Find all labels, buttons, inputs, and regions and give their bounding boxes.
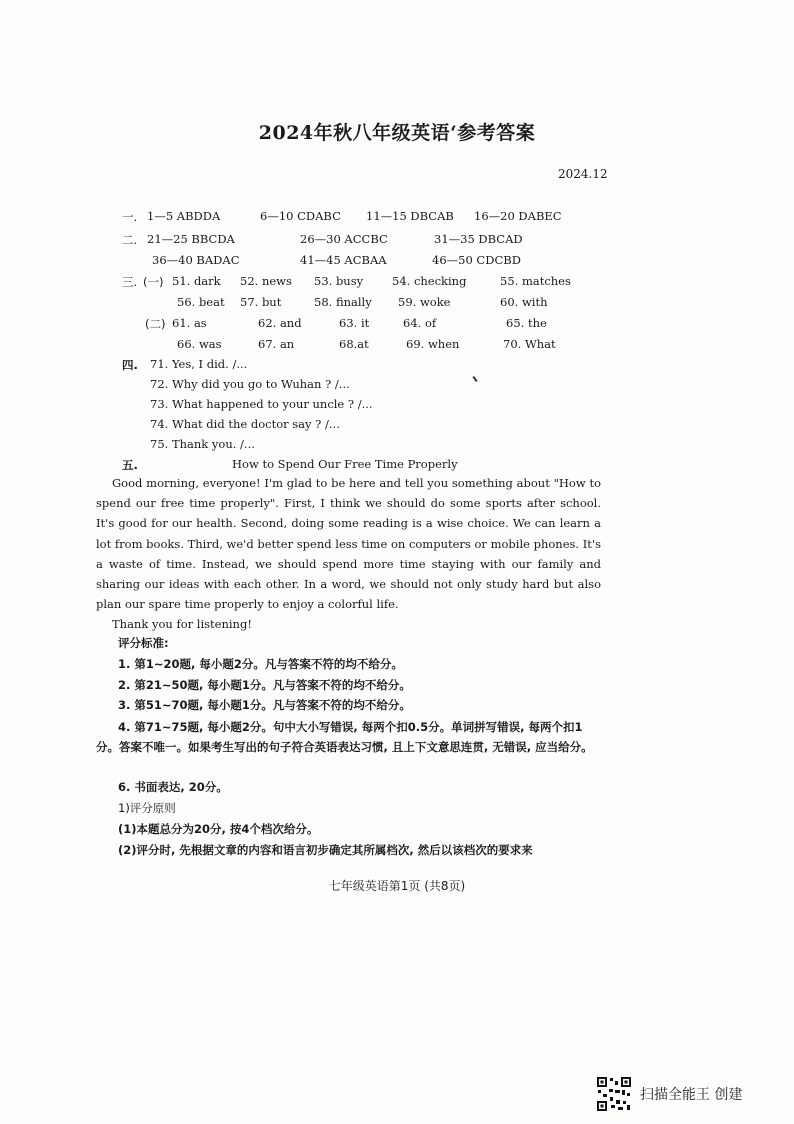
- stray-mark: [472, 376, 477, 382]
- answer-item: 68.at: [339, 337, 369, 351]
- page-title: 2024年秋八年级英语‘参考答案: [258, 122, 536, 144]
- date: 2024.12: [558, 167, 608, 181]
- answer-item: 65. the: [506, 316, 547, 330]
- grading-heading: 评分标准:: [118, 636, 169, 650]
- answer-group: 41—45 ACBAA: [300, 253, 387, 267]
- grading-rule: 1. 第1~20题, 每小题2分。凡与答案不符的均不给分。: [118, 657, 403, 671]
- section5-label: 五.: [122, 458, 138, 472]
- answer-item: 52. news: [240, 274, 292, 288]
- answer-item: 67. an: [258, 337, 295, 351]
- answer-group: 16—20 DABEC: [474, 209, 562, 223]
- grading-subrule: (2)评分时, 先根据文章的内容和语言初步确定其所属档次, 然后以该档次的要求来: [118, 843, 533, 857]
- grading-rule: 6. 书面表达, 20分。: [118, 780, 228, 794]
- answer-item: 54. checking: [392, 274, 467, 288]
- answer-sentence: 73. What happened to your uncle ? /...: [150, 397, 373, 411]
- grading-rule: 4. 第71~75题, 每小题2分。句中大小写错误, 每两个扣0.5分。单词拼写错误, 每两个扣1分。答案不唯一。如果考生写出的句子符合英语表达习惯, 且上下文意思连贯, 无错误, 应当给分。: [96, 720, 593, 754]
- essay-paragraph: Good morning, everyone! I'm glad to be here and tell you something about "How to spend our free time properly". First, I think we should do some sports after school. It's good for our health. Second, doing some reading is a wise choice. We can learn a lot from books. Third, we'd better spend less time on computers or mobile phones. It's a waste of time. Instead, we should spend more time staying with our family and sharing our ideas with each other. In a word, we should not only study hard but also plan our spare time properly to enjoy a colorful life.: [96, 476, 601, 612]
- grading-rule: 2. 第21~50题, 每小题1分。凡与答案不符的均不给分。: [118, 678, 411, 692]
- answer-item: 64. of: [403, 316, 437, 330]
- answer-group: 26—30 ACCBC: [300, 232, 388, 246]
- answer-group: 46—50 CDCBD: [432, 253, 521, 267]
- answer-item: 59. woke: [398, 295, 451, 309]
- answer-item: 60. with: [500, 295, 548, 309]
- section3-label: 三.: [122, 275, 138, 289]
- answer-item: 53. busy: [314, 274, 364, 288]
- answer-group: 31—35 DBCAD: [434, 232, 523, 246]
- grading-rule: 3. 第51~70题, 每小题1分。凡与答案不符的均不给分。: [118, 698, 411, 712]
- section3-part2-label: (二): [145, 317, 166, 331]
- section4-label: 四.: [122, 358, 138, 372]
- answer-item: 55. matches: [500, 274, 571, 288]
- scanner-brand: 扫描全能王 创建: [640, 1087, 743, 1103]
- section1-label: 一.: [122, 210, 138, 224]
- answer-item: 66. was: [177, 337, 222, 351]
- answer-group: 6—10 CDABC: [260, 209, 341, 223]
- qr-code-icon: [596, 1076, 632, 1112]
- answer-item: 70. What: [503, 337, 556, 351]
- grading-principle: 1)评分原则: [118, 801, 176, 815]
- essay-body: [96, 473, 601, 635]
- answer-sentence: 71. Yes, I did. /...: [150, 357, 248, 371]
- answer-item: 62. and: [258, 316, 302, 330]
- answer-item: 58. finally: [314, 295, 372, 309]
- answer-item: 57. but: [240, 295, 282, 309]
- answer-item: 51. dark: [172, 274, 221, 288]
- section3-part1-label: (一): [143, 275, 164, 289]
- page-footer: 七年级英语第1页 (共8页): [328, 879, 466, 893]
- section2-label: 二.: [122, 233, 138, 247]
- answer-sentence: 74. What did the doctor say ? /...: [150, 417, 340, 431]
- answer-item: 63. it: [339, 316, 370, 330]
- answer-sentence: 75. Thank you. /...: [150, 437, 255, 451]
- answer-item: 56. beat: [177, 295, 225, 309]
- answer-sentence: 72. Why did you go to Wuhan ? /...: [150, 377, 350, 391]
- grading-subrule: (1)本题总分为20分, 按4个档次给分。: [118, 822, 319, 836]
- essay-closing: Thank you for listening!: [112, 617, 252, 632]
- essay-title: How to Spend Our Free Time Properly: [232, 457, 458, 471]
- answer-item: 69. when: [406, 337, 460, 351]
- answer-group: 11—15 DBCAB: [366, 209, 454, 223]
- answer-group: 36—40 BADAC: [152, 253, 240, 267]
- answer-item: 61. as: [172, 316, 207, 330]
- answer-group: 21—25 BBCDA: [147, 232, 235, 246]
- answer-group: 1—5 ABDDA: [147, 209, 221, 223]
